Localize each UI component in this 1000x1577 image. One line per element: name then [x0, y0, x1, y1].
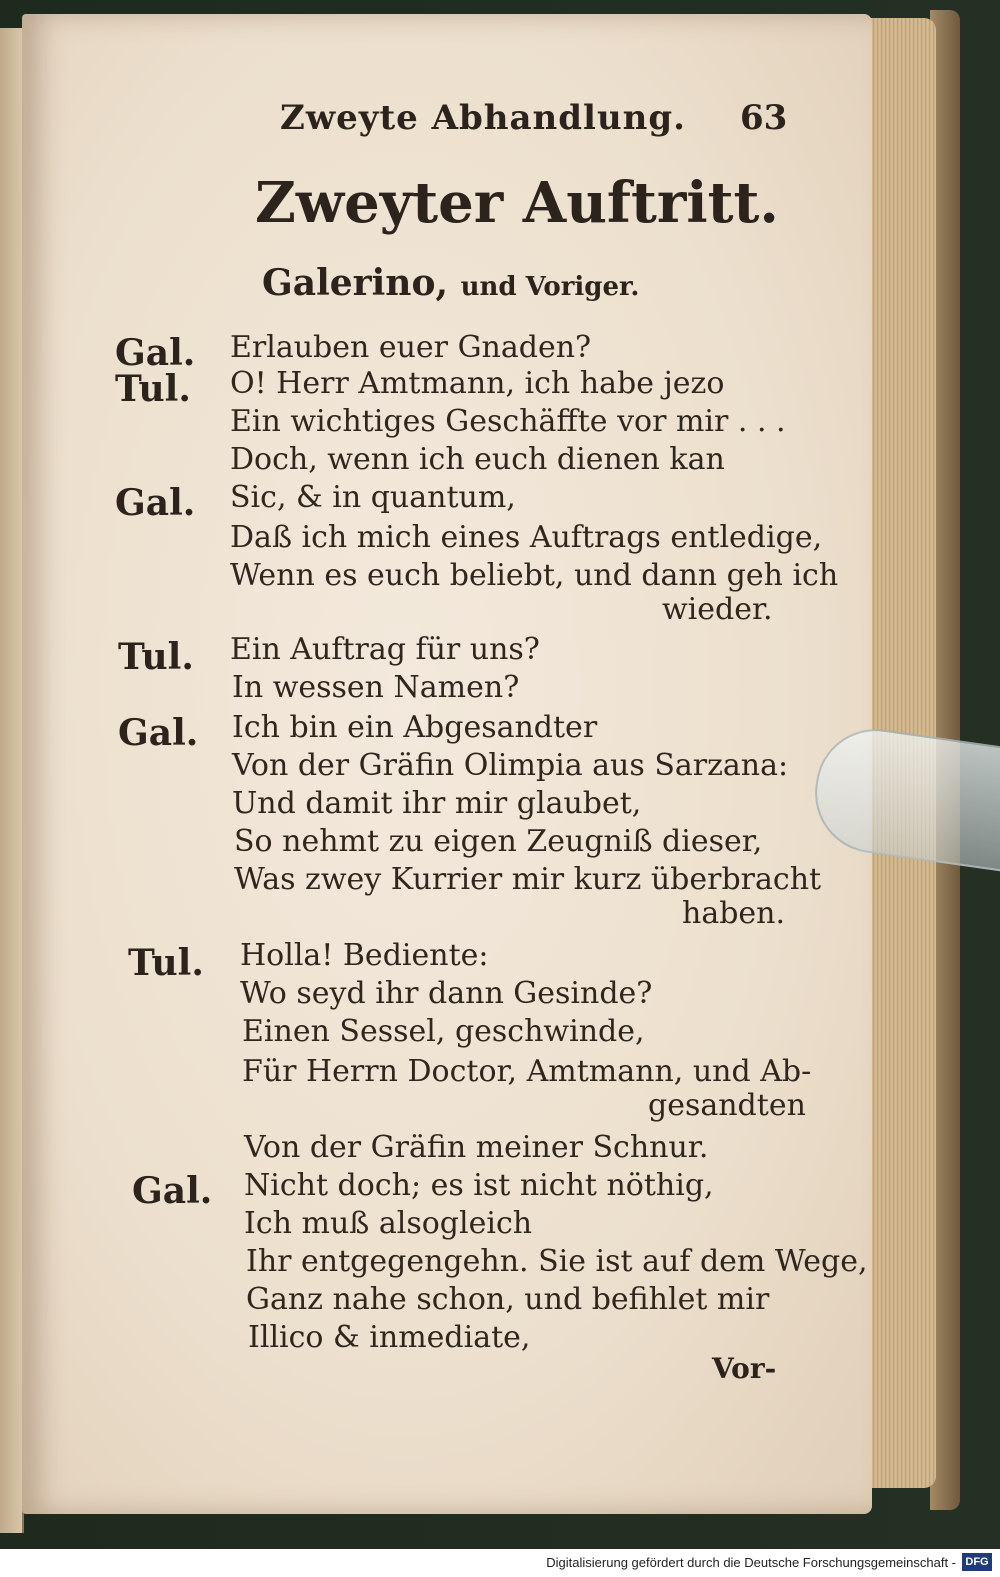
catchword: Vor-	[712, 1352, 777, 1385]
dialogue-line: Wenn es euch beliebt, und dann geh ich	[230, 558, 839, 593]
dialogue-line: In wessen Namen?	[232, 670, 520, 705]
dialogue-line: gesandten	[648, 1088, 806, 1123]
dialogue-line: Einen Sessel, geschwinde,	[242, 1014, 645, 1049]
speaker-label: Tul.	[128, 942, 204, 984]
dialogue-line: Daß ich mich eines Auftrags entledige,	[230, 520, 823, 555]
dialogue-line: Für Herrn Doctor, Amtmann, und Ab-	[242, 1054, 812, 1089]
cast-main: Galerino,	[262, 262, 449, 304]
speaker-label: Gal.	[115, 482, 196, 524]
dialogue-line: Was zwey Kurrier mir kurz überbracht	[234, 862, 822, 897]
dialogue-line: Ich muß alsogleich	[244, 1206, 533, 1241]
dialogue-line: Ganz nahe schon, und befihlet mir	[246, 1282, 770, 1317]
dialogue-line: O! Herr Amtmann, ich habe jezo	[230, 366, 725, 401]
dialogue-line: Erlauben euer Gnaden?	[230, 330, 592, 365]
speaker-label: Gal.	[132, 1170, 213, 1212]
page-number: 63	[740, 98, 788, 138]
dfg-logo: DFG	[962, 1553, 992, 1571]
speaker-label: Tul.	[115, 368, 191, 410]
dialogue-line: Ein wichtiges Geschäffte vor mir . . .	[230, 404, 786, 439]
dialogue-line: Ihr entgegengehn. Sie ist auf dem Wege,	[246, 1244, 868, 1279]
scene-title: Zweyter Auftritt.	[255, 170, 779, 236]
dialogue-line: Ein Auftrag für uns?	[230, 632, 540, 667]
dialogue-line: Und damit ihr mir glaubet,	[232, 786, 642, 821]
cast-rest: und Voriger.	[460, 272, 640, 302]
dialogue-line: Sic, & in quantum,	[230, 480, 516, 515]
dialogue-line: Wo seyd ihr dann Gesinde?	[240, 976, 653, 1011]
speaker-label: Gal.	[115, 332, 196, 374]
dialogue-line: Ich bin ein Abgesandter	[232, 710, 598, 745]
dialogue-line: Doch, wenn ich euch dienen kan	[230, 442, 725, 477]
dialogue-line: Von der Gräfin Olimpia aus Sarzana:	[232, 748, 789, 783]
dialogue-line: wieder.	[662, 592, 773, 627]
dialogue-line: Nicht doch; es ist nicht nöthig,	[244, 1168, 714, 1203]
dialogue-line: So nehmt zu eigen Zeugniß dieser,	[234, 824, 763, 859]
footer-bar	[0, 1549, 1000, 1577]
running-head: Zweyte Abhandlung.	[280, 98, 687, 138]
dialogue-line: haben.	[682, 896, 786, 931]
previous-page-edge	[0, 28, 24, 1533]
cast-line	[262, 262, 639, 304]
funding-credit: Digitalisierung gefördert durch die Deutsche Forschungsgemeinschaft -	[546, 1555, 956, 1570]
dialogue-line: Illico & inmediate,	[248, 1320, 531, 1355]
speaker-label: Gal.	[118, 712, 199, 754]
speaker-label: Tul.	[118, 636, 194, 678]
dialogue-line: Von der Gräfin meiner Schnur.	[244, 1130, 709, 1165]
dialogue-line: Holla! Bediente:	[240, 938, 489, 973]
